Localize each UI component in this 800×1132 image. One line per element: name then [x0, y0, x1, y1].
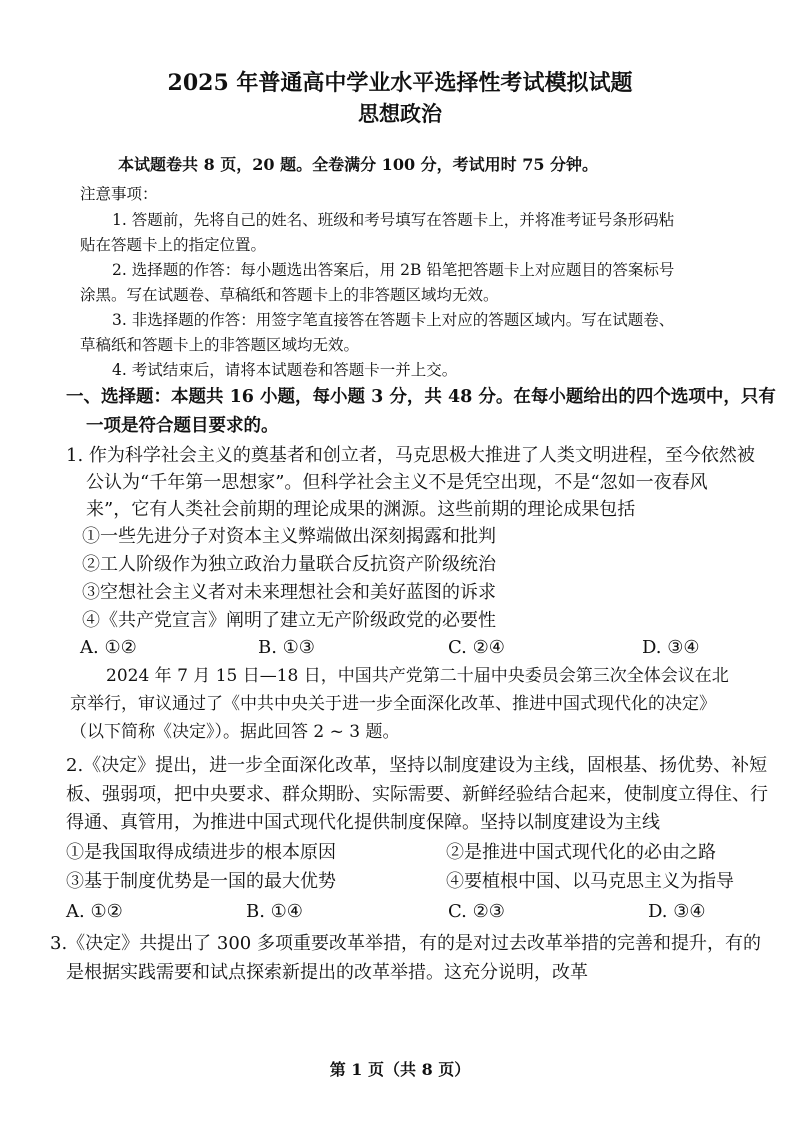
q2-item: ④要植根中国、以马克思主义为指导	[446, 871, 734, 892]
material-text: （以下简称《决定》）。据此回答 2 ~ 3 题。	[70, 722, 400, 742]
q1-option-c: C. ②④	[448, 637, 505, 658]
q1-item: ④《共产党宣言》阐明了建立无产阶级政党的必要性	[82, 610, 496, 631]
q1-stem: 公认为“千年第一思想家”。但科学社会主义不是凭空出现，不是“忽如一夜春风	[86, 472, 708, 493]
q1-item: ①一些先进分子对资本主义弊端做出深刻揭露和批判	[82, 526, 496, 547]
q1-stem: 1. 作为科学社会主义的奠基者和创立者，马克思极大推进了人类文明进程，至今依然被	[66, 445, 755, 466]
q2-stem: 2.《决定》提出，进一步全面深化改革，坚持以制度建设为主线，固根基、扬优势、补短	[66, 755, 768, 776]
exam-info: 本试题卷共 8 页，20 题。全卷满分 100 分，考试用时 75 分钟。	[118, 155, 599, 174]
q2-item: ②是推进中国式现代化的必由之路	[446, 842, 716, 863]
material-text: 京举行，审议通过了《中共中央关于进一步全面深化改革、推进中国式现代化的决定》	[70, 694, 716, 714]
q1-item: ②工人阶级作为独立政治力量联合反抗资产阶级统治	[82, 554, 496, 575]
q2-option-a: A. ①②	[66, 901, 123, 922]
exam-title: 2025 年普通高中学业水平选择性考试模拟试题	[167, 70, 633, 96]
q1-item: ③空想社会主义者对未来理想社会和美好蓝图的诉求	[82, 582, 496, 603]
q3-stem: 是根据实践需要和试点探索新提出的改革举措。这充分说明，改革	[66, 962, 588, 983]
notice-line: 2. 选择题的作答：每小题选出答案后，用 2B 铅笔把答题卡上对应题目的答案标号	[112, 261, 675, 279]
q2-stem: 得通、真管用，为推进中国式现代化提供制度保障。坚持以制度建设为主线	[66, 812, 660, 833]
q2-option-c: C. ②③	[448, 901, 505, 922]
material-text: 2024 年 7 月 15 日—18 日，中国共产党第二十届中央委员会第三次全体会议在北	[106, 666, 729, 686]
notice-line: 4. 考试结束后，请将本试题卷和答题卡一并上交。	[112, 361, 458, 379]
notice-line: 3. 非选择题的作答：用签字笔直接答在答题卡上对应的答题区域内。写在试题卷、	[112, 311, 675, 329]
q1-option-a: A. ①②	[80, 637, 137, 658]
q2-option-d: D. ③④	[648, 901, 706, 922]
exam-subject: 思想政治	[358, 101, 442, 126]
q1-stem: 来”，它有人类社会前期的理论成果的渊源。这些前期的理论成果包括	[86, 499, 636, 520]
q1-option-b: B. ①③	[258, 637, 315, 658]
notice-heading: 注意事项：	[80, 185, 158, 203]
q2-stem: 板、强弱项，把中央要求、群众期盼、实际需要、新鲜经验结合起来，使制度立得住、行	[66, 784, 768, 805]
q1-option-d: D. ③④	[642, 637, 700, 658]
q2-option-b: B. ①④	[246, 901, 303, 922]
q3-stem: 3.《决定》共提出了 300 多项重要改革举措，有的是对过去改革举措的完善和提升，有的	[50, 933, 761, 954]
notice-line: 1. 答题前，先将自己的姓名、班级和考号填写在答题卡上，并将准考证号条形码粘	[112, 211, 675, 229]
q2-item: ③基于制度优势是一国的最大优势	[66, 871, 336, 892]
section-heading-cont: 一项是符合题目要求的。	[86, 416, 279, 436]
page-number: 第 1 页（共 8 页）	[329, 1060, 471, 1079]
section-heading: 一、选择题：本题共 16 小题，每小题 3 分，共 48 分。在每小题给出的四个选项中，只有	[66, 387, 776, 407]
q2-item: ①是我国取得成绩进步的根本原因	[66, 842, 336, 863]
notice-line: 贴在答题卡上的指定位置。	[80, 236, 267, 254]
notice-line: 涂黑。写在试题卷、草稿纸和答题卡上的非答题区域均无效。	[80, 286, 499, 304]
notice-line: 草稿纸和答题卡上的非答题区域均无效。	[80, 336, 360, 354]
